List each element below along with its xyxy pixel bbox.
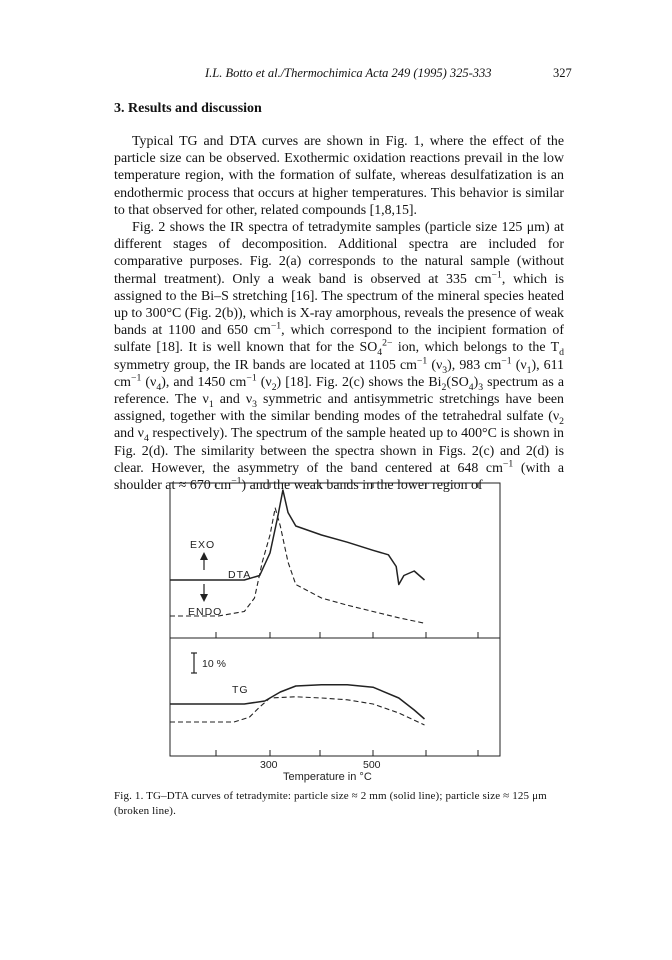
superscript: −1 [416, 355, 428, 367]
subscript: 2 [271, 381, 277, 393]
text-run: and ν [213, 392, 253, 408]
superscript: −1 [502, 458, 514, 470]
endo-arrow-icon [200, 584, 208, 602]
tg-series-dashed [170, 697, 425, 725]
running-header: I.L. Botto et al./Thermochimica Acta 249 (1995) 325-333 [205, 66, 492, 80]
subscript: 2 [559, 416, 564, 428]
mid-ticks [216, 632, 478, 638]
text-run: ) [18]. Fig. 2(c) shows the Bi [276, 374, 442, 390]
figure-caption: Fig. 1. TG–DTA curves of tetradymite: particle size ≈ 2 mm (solid line); particle size ≈ 125 μm (broken line). [114, 790, 547, 817]
text-run: spectrum as a reference. The ν [114, 374, 564, 408]
bottom-ticks [216, 750, 478, 756]
subscript: 3 [442, 364, 448, 376]
tg-panel-frame [170, 638, 500, 756]
body-text [114, 133, 564, 494]
page-number: 327 [553, 66, 572, 80]
text-run: ), and 1450 cm [161, 374, 247, 390]
superscript: −1 [501, 355, 512, 367]
subscript: 2 [441, 381, 447, 393]
section-heading: 3. Results and discussion [114, 101, 262, 116]
text-run: (SO [446, 374, 469, 390]
text-run: (ν [427, 357, 443, 373]
exo-arrow-icon [200, 552, 208, 570]
subscript: 1 [526, 364, 532, 376]
text-run: ion, which belongs to the T [392, 340, 560, 356]
subscript: 4 [143, 433, 149, 445]
subscript: 3 [252, 398, 257, 410]
subscript: 4 [156, 381, 162, 393]
text-run: (ν [511, 357, 527, 373]
paragraph-2 [114, 219, 564, 494]
text-run: symmetry group, the IR bands are located at 1105 cm [114, 357, 417, 373]
dta-curves [170, 490, 425, 623]
paragraph-1: Typical TG and DTA curves are shown in Fig. 1, where the effect of the particle size can be observed. Exothermic oxidation reactions prevail in the low temperature region, with the formation of sulfate, whereas desulfatization is an endothermic process that occurs at higher temperatures. This behavior is similar to that observed for other, related compounds [1,8,15]. [114, 134, 564, 218]
subscript: 4 [377, 347, 383, 359]
tg-series-solid [170, 685, 425, 719]
tg-dta-chart [160, 478, 510, 783]
text-run: ) [473, 374, 479, 390]
dta-label: DTA [228, 569, 252, 581]
superscript: −1 [231, 475, 242, 487]
subscript: 3 [478, 381, 484, 393]
endo-label: ENDO [188, 606, 223, 618]
text-run: respectively). The spectrum of the sample heated up to 400°C is shown in Fig. 2(d). The similarity between the spectra shown in Figs. 2(c) and 2(d) is clear. However, the asymmetry of the band centered at 648 cm [114, 426, 565, 476]
xtick-500: 500 [363, 759, 381, 771]
text-run: and ν [114, 426, 144, 442]
xtick-300: 300 [260, 759, 278, 771]
text-run: (ν [256, 374, 272, 390]
superscript: −1 [270, 320, 282, 332]
subscript: d [559, 347, 565, 359]
text-run: , which correspond to the incipient formation of sulfate [18]. It is well known that for the SO [114, 323, 564, 356]
text-run: symmetric and antisymmetric stretchings have been assigned, together with the similar bending modes of the tetrahedral sulfate (ν [114, 392, 564, 425]
dta-series-solid [170, 490, 425, 585]
exo-label: EXO [190, 539, 216, 551]
text-run: , which is assigned to the Bi–S stretching [16]. The spectrum of the mineral species heated up to 300°C (Fig. 2(b)), which is X-ray amorphous, reveals the presence of weak bands at 1100 and 650 cm [114, 271, 564, 339]
superscript: 2− [382, 337, 393, 349]
text-run: Fig. 2 shows the IR spectra of tetradymite samples (particle size 125 μm) at different stages of decomposition. Additional spectra are included for comparative purposes. Fig. 2(a) corresponds to the natural sample (without thermal treatment). Only a weak band is observed at 335 cm [114, 220, 564, 287]
figure-1 [160, 478, 510, 783]
text-run: ) and the weak bands in the lower region of [241, 478, 483, 494]
subscript: 1 [208, 398, 214, 410]
tg-label: TG [232, 684, 249, 696]
tg-scale-bar [191, 653, 197, 673]
superscript: −1 [246, 372, 257, 384]
text-run: (with a shoulder at ≈ 670 cm [114, 460, 564, 494]
top-ticks [216, 483, 478, 488]
x-axis-label: Temperature in °C [283, 771, 372, 783]
tg-scale-label: 10 % [202, 658, 226, 670]
subscript: 4 [468, 381, 474, 393]
tg-curves [170, 685, 425, 725]
text-run: ), 611 cm [114, 357, 564, 390]
text-run: (ν [141, 374, 157, 390]
text-run: ), 983 cm [447, 357, 502, 373]
superscript: −1 [491, 269, 502, 280]
superscript: −1 [130, 372, 142, 384]
